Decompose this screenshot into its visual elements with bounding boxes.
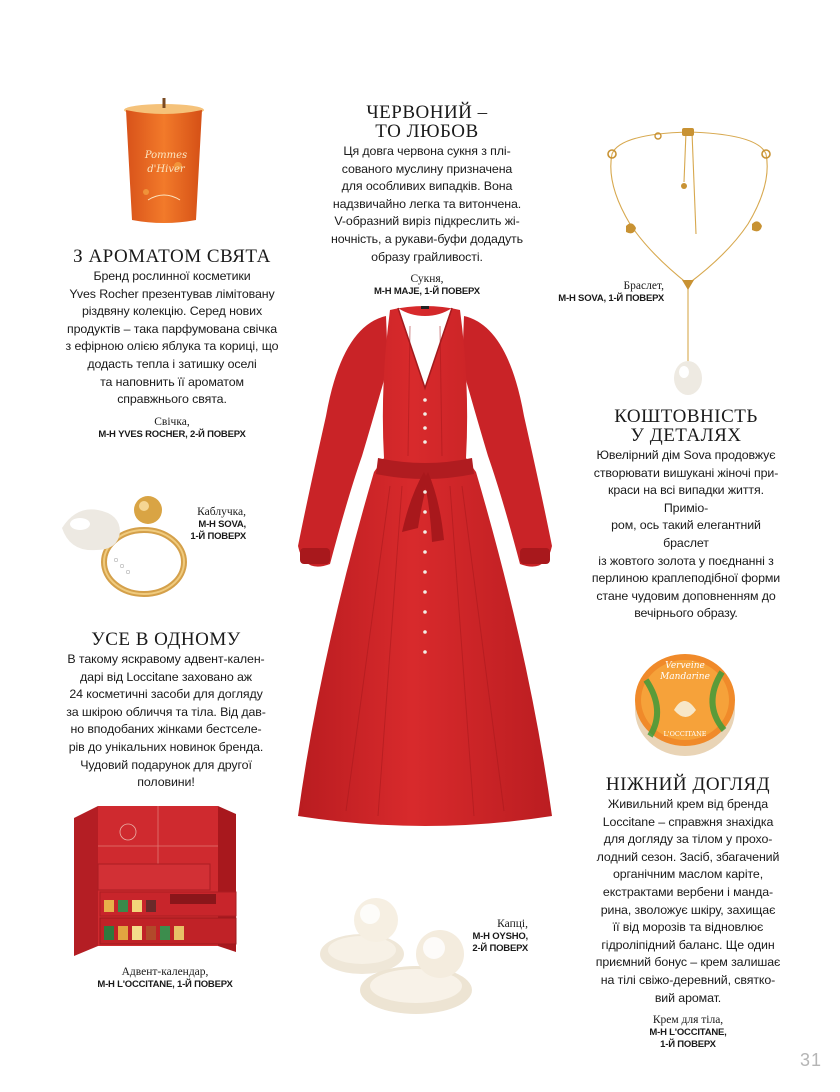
cream-lid-brand: L'OCCITANE	[663, 730, 707, 738]
page-number: 31	[799, 1050, 822, 1070]
ring-caption: Каблучка,	[197, 506, 246, 518]
jewel-section	[588, 407, 784, 623]
candle-body: Бренд рослинної косметики Yves Rocher презентував лімітовану різдвяну колекцію. Серед нових продуктів – така парфумована свічка з ефірною олією яблука та кориці, що додасть тепла і затишку оселі та наповнить її ароматом справжнього свята.	[65, 269, 279, 407]
cream-store: М-Н L'OCCITANE, 1-Й ПОВЕРХ	[649, 1027, 727, 1051]
slippers-image	[312, 890, 476, 1020]
ring-label	[180, 506, 246, 543]
advent-label	[66, 966, 264, 991]
candle-label-1: Pommes	[144, 150, 188, 161]
cream-lid-line1: Verveine	[665, 661, 705, 671]
slippers-store: М-Н OYSHO, 2-Й ПОВЕРХ	[472, 931, 528, 954]
advent-section	[58, 630, 274, 792]
dress-section	[316, 103, 538, 298]
jewel-body: Ювелірний дім Sova продовжує створювати вишукані жіночі при- краси на всі випадки життя. Приміо- ром, ось такий елегантний браслет із жовтого золота у поєднанні з перлиною краплеподібної форми стане чудовим доповненням до вечірнього образу.	[591, 448, 781, 621]
slippers-label	[456, 918, 528, 955]
cream-heading: НІЖНИЙ ДОГЛЯД	[605, 774, 771, 795]
bracelet-caption: Браслет,	[623, 280, 664, 292]
dress-heading: ЧЕРВОНИЙ – ТО ЛЮБОВ	[366, 102, 488, 142]
advent-body: В такому яскравому адвент-кален- дарі від Loccitane заховано аж 24 косметичні засоби для догляду за шкірою обличчя та тіла. Від дав- но вподобаних жінками бестселе- рів до унікальних новинок бренда. Чудовий подарунок для другої половини!	[66, 652, 266, 790]
advent-store: М-Н L'OCCITANE, 1-Й ПОВЕРХ	[97, 979, 233, 990]
slippers-caption: Капці,	[497, 918, 528, 930]
dress-caption: Сукня,	[410, 273, 444, 286]
cream-image	[626, 640, 744, 760]
candle-section	[58, 247, 286, 441]
advent-heading: УСЕ В ОДНОМУ	[91, 629, 241, 650]
dress-store: М-Н MAJE, 1-Й ПОВЕРХ	[374, 286, 480, 298]
cream-body: Живильний крем від бренда Loccitane – справжня знахідка для догляду за тілом у прохо- лодний сезон. Засіб, збагачений органічним маслом каріте, екстрактами вербени і манда- рина, зволожує шкіру, захищає її від морозів та відновлює гідроліпідний баланс. Ще один приємний бонус – крем залишає на тілі свіжо-деревний, святко- вий аромат.	[595, 797, 781, 1005]
ring-store: М-Н SOVA, 1-Й ПОВЕРХ	[190, 519, 246, 542]
candle-caption: Свічка,	[154, 415, 190, 428]
jewel-heading: КОШТОВНІСТЬ У ДЕТАЛЯХ	[614, 406, 758, 446]
bracelet-label	[548, 280, 664, 305]
candle-label-2: d'Hiver	[147, 164, 185, 175]
dress-image	[290, 296, 560, 832]
ring-image	[56, 488, 200, 602]
cream-section	[590, 775, 786, 1051]
candle-heading: З АРОМАТОМ СВЯТА	[73, 246, 271, 267]
bracelet-store: М-Н SOVA, 1-Й ПОВЕРХ	[558, 293, 664, 304]
advent-caption: Адвент-календар,	[121, 966, 209, 978]
cream-lid-line2: Mandarine	[660, 672, 710, 682]
candle-store: М-Н YVES ROCHER, 2-Й ПОВЕРХ	[98, 428, 246, 440]
bracelet-image	[600, 124, 778, 400]
advent-calendar-image	[68, 796, 242, 960]
dress-body: Ця довга червона сукня з плі- сованого муслину призначена для особливих випадків. Вона надзвичайно легка та витончена. V-образний виріз підкреслить жі- ночність, а рукави-буфи додадуть образу грайливості.	[331, 144, 523, 264]
candle-image	[118, 96, 210, 226]
cream-caption: Крем для тіла,	[652, 1014, 724, 1027]
